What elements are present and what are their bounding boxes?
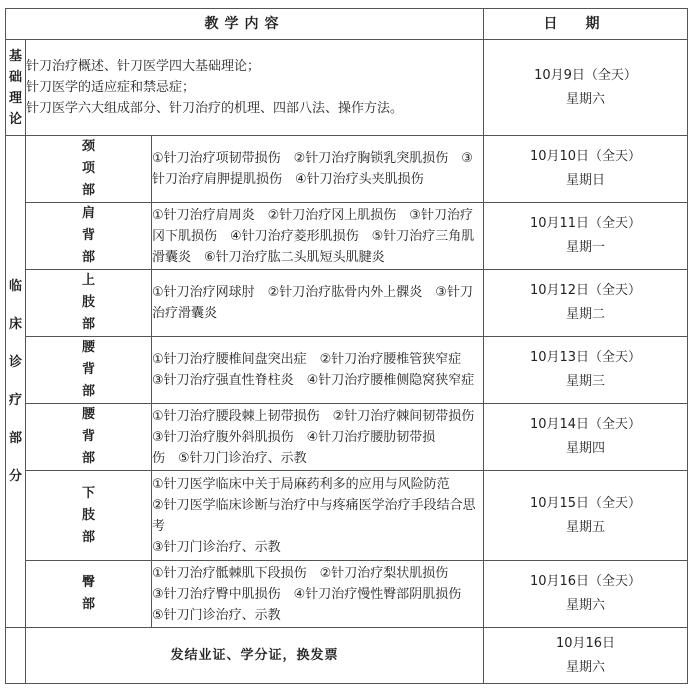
- date-cell: [484, 561, 688, 628]
- content-line: ③针刀门诊治疗、示教: [152, 539, 281, 555]
- date-text: 10月14日（全天）: [529, 417, 642, 432]
- weekday-text: 星期二: [565, 307, 605, 322]
- part-label: 肩背部: [26, 203, 152, 270]
- date-cell: [484, 337, 688, 404]
- date-cell: [484, 471, 688, 561]
- date-cell: [484, 270, 688, 337]
- table-row: [6, 561, 688, 628]
- header-content: 教学内容: [6, 9, 484, 40]
- date-text: 10月13日（全天）: [529, 350, 642, 365]
- date-text: 10月16日（全天）: [529, 574, 642, 589]
- part-content: [152, 337, 484, 404]
- table-row: [6, 270, 688, 337]
- date-cell: [484, 136, 688, 203]
- basic-content: [26, 40, 484, 136]
- table-row: [6, 203, 688, 270]
- part-content: [152, 136, 484, 203]
- part-label: 下肢部: [26, 471, 152, 561]
- date-text: 10月11日（全天）: [529, 216, 642, 231]
- part-label: 上肢部: [26, 270, 152, 337]
- content-line: ①针刀治疗项韧带损伤 ②针刀治疗胸锁乳突肌损伤 ③针刀治疗肩胛提肌损伤 ④针刀治疗头夹肌损伤: [152, 151, 473, 187]
- weekday-text: 星期五: [565, 519, 605, 535]
- basic-line: 针刀医学六大组成部分、针刀治疗的机理、四部八法、操作方法。: [26, 101, 404, 116]
- weekday-text: 星期日: [565, 173, 605, 188]
- content-line: 伤 ⑤针刀门诊治疗、示教: [152, 450, 307, 466]
- basic-line: 针刀医学的适应症和禁忌症；: [26, 80, 196, 95]
- table-row: [6, 337, 688, 404]
- content-line: ③针刀治疗腹外斜肌损伤 ④针刀治疗腰肋韧带损: [152, 429, 436, 445]
- table-row: [6, 404, 688, 471]
- final-empty-cell: [6, 628, 26, 684]
- part-content: [152, 270, 484, 337]
- date-text: 10月12日（全天）: [529, 283, 642, 298]
- date-text: 10月9日（全天）: [534, 67, 637, 83]
- content-line: ①针刀治疗网球肘 ②针刀治疗肱骨内外上髁炎 ③针刀治疗滑囊炎: [152, 285, 473, 321]
- table-row: [6, 136, 688, 203]
- final-row: [6, 628, 688, 684]
- final-text: 发结业证、学分证，换发票: [26, 628, 484, 684]
- table-row: [6, 471, 688, 561]
- part-content: [152, 471, 484, 561]
- date-text: 10月10日（全天）: [529, 149, 642, 164]
- header-date: 日期: [484, 9, 688, 40]
- content-line: ①针刀治疗肩周炎 ②针刀治疗冈上肌损伤 ③针刀治疗冈下肌损伤 ④针刀治疗菱形肌损伤 ⑤针刀治疗三角肌滑囊炎 ⑥针刀治疗肱二头肌短头肌腱炎: [152, 207, 475, 265]
- part-content: [152, 203, 484, 270]
- part-content: [152, 561, 484, 628]
- content-line: ⑤针刀门诊治疗、示教: [152, 607, 281, 623]
- date-cell: [484, 203, 688, 270]
- weekday-text: 星期三: [565, 374, 605, 389]
- basic-row: [6, 40, 688, 136]
- content-line: ①针刀治疗腰椎间盘突出症 ②针刀治疗腰椎管狭窄症 ③针刀治疗强直性脊柱炎 ④针刀治疗腰椎侧隐窝狭窄症: [152, 352, 475, 388]
- part-label: 颈项部: [26, 136, 152, 203]
- date-text: 10月16日: [555, 635, 616, 651]
- part-label: 臀部: [26, 561, 152, 628]
- date-cell: [484, 404, 688, 471]
- content-line: ②针刀医学临床诊断与治疗中与疼痛医学治疗手段结合思考: [152, 497, 476, 534]
- schedule-table: [5, 8, 688, 684]
- date-text: 10月15日（全天）: [529, 495, 642, 511]
- weekday-text: 星期六: [565, 91, 605, 107]
- basic-section-label: 基础理论: [6, 40, 26, 136]
- basic-line: 针刀治疗概述、针刀医学四大基础理论；: [26, 59, 261, 74]
- content-line: ①针刀医学临床中关于局麻药利多的应用与风险防范: [152, 476, 450, 492]
- content-line: ③针刀治疗臀中肌损伤 ④针刀治疗慢性臀部阴肌损伤: [152, 586, 462, 602]
- basic-date-cell: [484, 40, 688, 136]
- content-line: ①针刀治疗骶棘肌下段损伤 ②针刀治疗梨状肌损伤: [152, 565, 449, 581]
- weekday-text: 星期六: [565, 659, 605, 675]
- clinical-section-label: 临床诊疗部分: [6, 136, 26, 628]
- final-date-cell: [484, 628, 688, 684]
- part-content: [152, 404, 484, 471]
- part-label: 腰背部: [26, 404, 152, 471]
- content-line: ①针刀治疗腰段棘上韧带损伤 ②针刀治疗棘间韧带损伤: [152, 408, 475, 424]
- header-row: [6, 9, 688, 40]
- weekday-text: 星期一: [565, 240, 605, 255]
- weekday-text: 星期六: [565, 598, 605, 613]
- weekday-text: 星期四: [565, 441, 605, 456]
- part-label: 腰背部: [26, 337, 152, 404]
